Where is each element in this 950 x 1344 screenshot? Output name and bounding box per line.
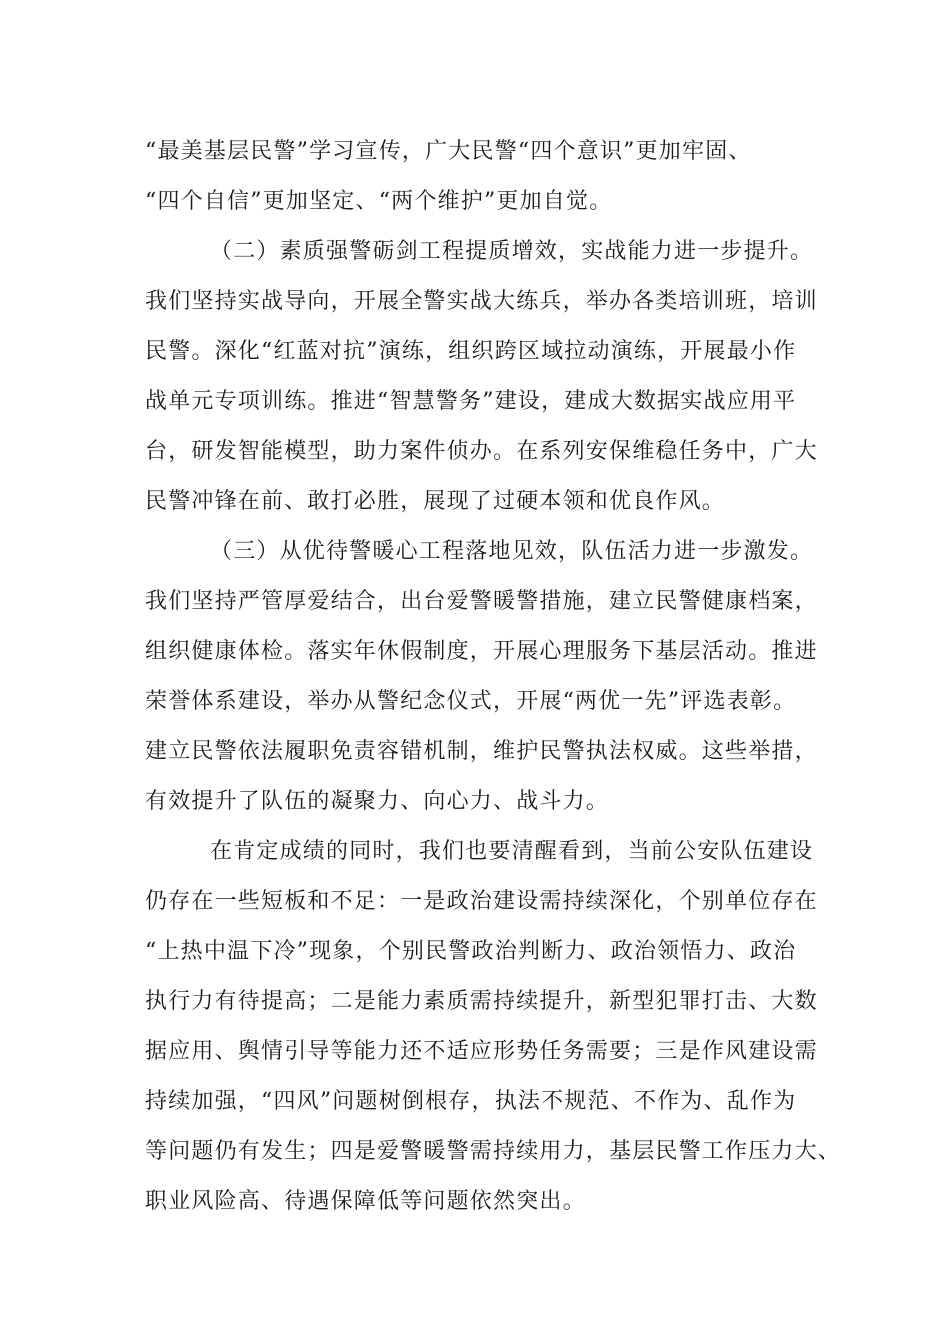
text-line: 职业风险高、待遇保障低等问题依然突出。 <box>145 1189 586 1214</box>
text-line: 建立民警依法履职免责容错机制，维护民警执法权威。这些举措， <box>145 739 818 764</box>
text-line: “四个自信”更加坚定、“两个维护”更加自觉。 <box>145 189 613 214</box>
text-line: 持续加强，“四风”问题树倒根存，执法不规范、不作为、乱作为 <box>145 1089 797 1114</box>
section-heading: （三）从优待警暖心工程落地见效，队伍活力进一步激发。 <box>210 539 814 564</box>
text-line: 组织健康体检。落实年休假制度，开展心理服务下基层活动。推进 <box>145 639 818 664</box>
text-line: 荣誉体系建设，举办从警纪念仪式，开展“两优一先”评选表彰。 <box>145 689 797 714</box>
text-line: 我们坚持实战导向，开展全警实战大练兵，举办各类培训班，培训 <box>145 289 818 314</box>
text-line: 等问题仍有发生；四是爱警暖警需持续用力，基层民警工作压力大、 <box>145 1139 842 1164</box>
text-line: 台，研发智能模型，助力案件侦办。在系列安保维稳任务中，广大 <box>145 439 818 464</box>
text-line: 民警。深化“红蓝对抗”演练，组织跨区域拉动演练，开展最小作 <box>145 339 797 364</box>
paragraph-start: 在肯定成绩的同时，我们也要清醒看到，当前公安队伍建设 <box>210 839 814 864</box>
text-line: 我们坚持严管厚爱结合，出台爱警暖警措施，建立民警健康档案， <box>145 589 818 614</box>
text-line: 据应用、舆情引导等能力还不适应形势任务需要；三是作风建设需 <box>145 1039 818 1064</box>
text-line: 民警冲锋在前、敢打必胜，展现了过硬本领和优良作风。 <box>145 489 726 514</box>
text-line: “最美基层民警”学习宣传，广大民警“四个意识”更加牢固、 <box>145 139 752 164</box>
text-line: 有效提升了队伍的凝聚力、向心力、战斗力。 <box>145 789 610 814</box>
text-line: 执行力有待提高；二是能力素质需持续提升，新型犯罪打击、大数 <box>145 989 818 1014</box>
section-heading: （二）素质强警砺剑工程提质增效，实战能力进一步提升。 <box>210 239 814 264</box>
text-line: 仍存在一些短板和不足：一是政治建设需持续深化，个别单位存在 <box>145 889 818 914</box>
text-line: “上热中温下冷”现象，个别民警政治判断力、政治领悟力、政治 <box>145 939 797 964</box>
text-line: 战单元专项训练。推进“智慧警务”建设，建成大数据实战应用平 <box>145 389 797 414</box>
